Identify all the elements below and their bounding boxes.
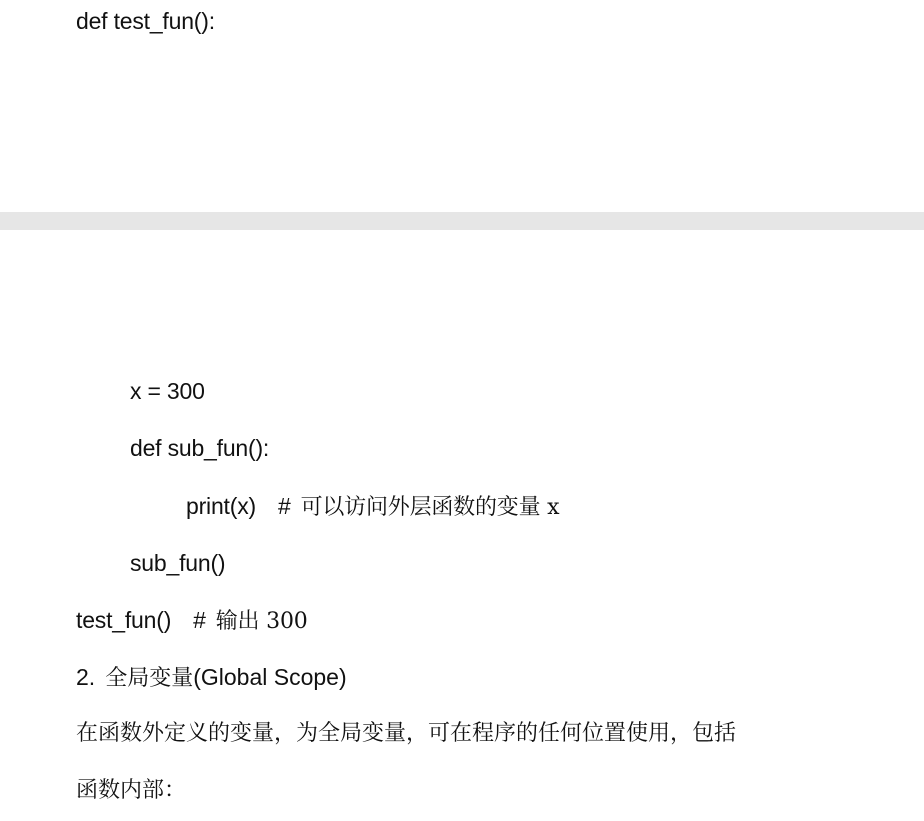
code-line-sub-fun-call: sub_fun() [130,550,226,576]
code-line-def-test-fun: def test_fun(): [76,8,215,34]
page-separator [0,212,924,230]
section-heading [76,662,347,692]
code-line-x-assign: x = 300 [130,378,205,404]
paragraph-line-2: 函数内部： [76,778,187,803]
document-page-bottom [0,230,924,821]
comment-text: 可以访问外层函数的变量 x [300,495,560,520]
heading-cjk: 全局变量 [105,666,194,691]
code-line-test-fun-call [76,605,308,635]
test-fun-call: test_fun() [76,607,172,633]
code-line-def-sub-fun: def sub_fun(): [130,435,270,461]
comment-hash: # [193,607,206,633]
paragraph-line-1: 在函数外定义的变量，为全局变量，可在程序的任何位置使用，包括 [76,721,737,746]
document-page-top [0,0,924,212]
print-call: print(x) [186,493,256,519]
comment-text: 输出 300 [215,609,308,634]
comment-hash: # [277,493,291,519]
heading-number: 2. [76,664,96,690]
code-line-print [186,491,559,521]
heading-latin: (Global Scope) [193,664,347,690]
